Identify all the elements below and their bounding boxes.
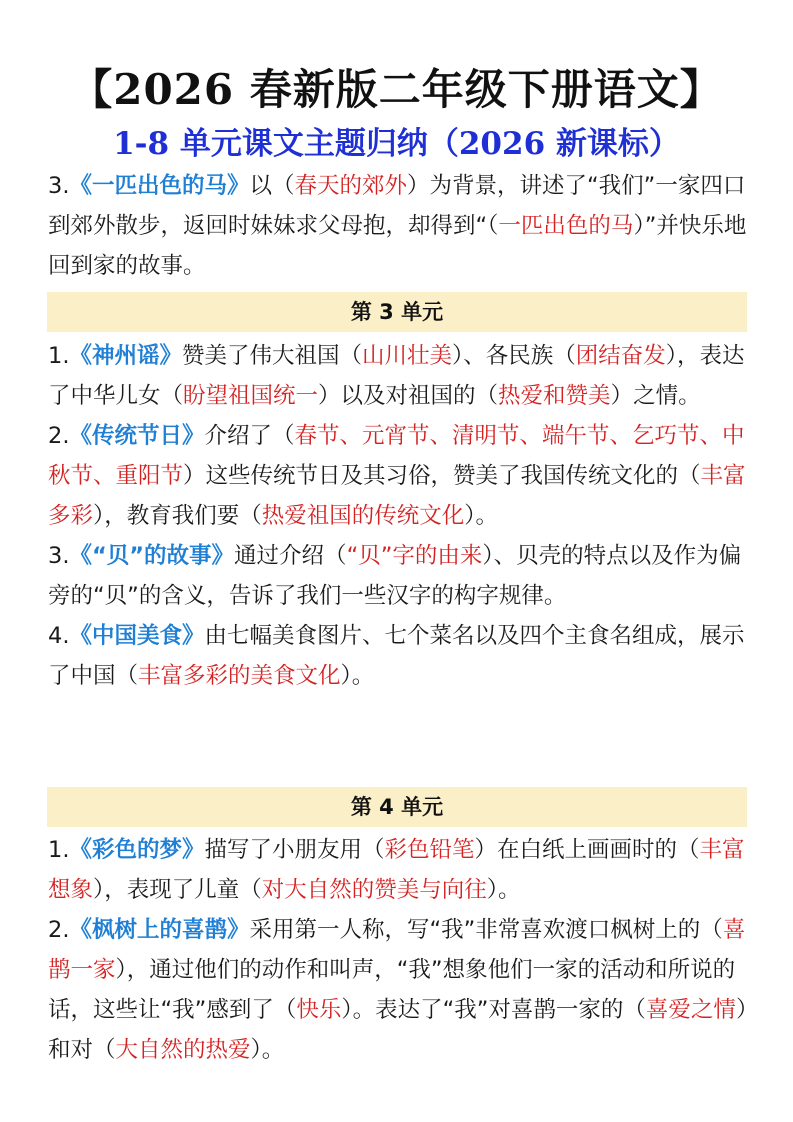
item-number: 1.	[48, 837, 70, 863]
lesson-title: 《“贝”的故事》	[69, 543, 235, 569]
lesson-title: 《传统节日》	[69, 423, 205, 449]
item-text: ）。	[464, 503, 499, 529]
item-number: 4.	[48, 623, 70, 649]
item-text: 通过介绍（	[234, 543, 347, 569]
item-text: ），通过他们的动作和叫声，“我”想象他们一家的活动和所说的话，这些让“我”感到了（	[48, 957, 736, 1023]
unit-3-items	[48, 336, 748, 696]
item-text: ）以及对祖国的（	[318, 383, 499, 409]
key-phrase: 春节、元宵节、清明节、端午节、乞巧节、中秋节、重阳节	[48, 423, 745, 489]
unit-heading: 第 4 单元	[47, 787, 747, 827]
key-phrase: “贝”字的由来	[346, 543, 483, 569]
lesson-title: 《枫树上的喜鹊》	[69, 917, 250, 943]
item-number: 1.	[48, 343, 70, 369]
key-phrase: 一匹出色的马	[498, 213, 634, 239]
key-phrase: 山川壮美	[362, 343, 453, 369]
key-phrase: 彩色铅笔	[384, 837, 475, 863]
key-phrase: 盼望祖国统一	[183, 383, 319, 409]
lesson-item	[48, 536, 748, 616]
item-text: ）和对（	[48, 997, 748, 1063]
key-phrase: 丰富多彩的美食文化	[138, 663, 341, 689]
item-text: ）在白纸上画画时的（	[474, 837, 700, 863]
key-phrase: 快乐	[296, 997, 342, 1023]
page-title: 【2026 春新版二年级下册语文】	[70, 65, 723, 114]
item-text: ）这些传统节日及其习俗，赞美了我国传统文化的（	[183, 463, 701, 489]
key-phrase: 春天的郊外	[294, 173, 408, 199]
item-text: ），教育我们要（	[93, 503, 262, 529]
unit-4-items	[48, 830, 748, 1070]
key-phrase: 热爱祖国的传统文化	[261, 503, 465, 529]
item-text: ）之情。	[610, 383, 701, 409]
lesson-item	[48, 416, 748, 536]
key-phrase: 喜鹊一家	[48, 917, 746, 983]
lesson-item	[48, 616, 748, 696]
lesson-title: 《一匹出色的马》	[69, 173, 250, 199]
item-text: ）。表达了“我”对喜鹊一家的（	[341, 997, 646, 1023]
item-text: ），表达了中华儿女（	[48, 343, 745, 409]
item-text: ），表现了儿童（	[93, 877, 262, 903]
item-text: 描写了小朋友用（	[204, 837, 385, 863]
lesson-item	[48, 830, 748, 910]
item-number: 3.	[48, 173, 70, 199]
item-number: 2.	[48, 423, 70, 449]
item-text: ）”并快乐地回到家的故事。	[48, 213, 747, 279]
lesson-item	[48, 910, 748, 1070]
item-text: ）、贝壳的特点以及作为偏旁的“贝”的含义，告诉了我们一些汉字的构字规律。	[48, 543, 742, 609]
item-number: 3.	[48, 543, 70, 569]
item-text: ）。	[486, 877, 521, 903]
unit-2-continued	[48, 166, 748, 286]
item-text: 采用第一人称，写“我”非常喜欢渡口枫树上的（	[249, 917, 723, 943]
lesson-title: 《神州谣》	[69, 343, 182, 369]
item-text: ）、各民族（	[452, 343, 576, 369]
item-text: ）。	[250, 1037, 285, 1063]
item-text: ）。	[340, 663, 375, 689]
lesson-item	[48, 336, 748, 416]
item-text: 以（	[249, 173, 295, 199]
item-text: 赞美了伟大祖国（	[181, 343, 362, 369]
key-phrase: 热爱和赞美	[498, 383, 611, 409]
lesson-item	[48, 166, 748, 286]
item-number: 2.	[48, 917, 70, 943]
key-phrase: 丰富多彩	[48, 463, 746, 529]
item-text: ）为背景，讲述了“我们”一家四口到郊外散步，返回时妹妹求父母抱，却得到“（	[48, 173, 746, 239]
lesson-title: 《彩色的梦》	[69, 837, 205, 863]
key-phrase: 大自然的热爱	[115, 1037, 251, 1063]
lesson-title: 《中国美食》	[69, 623, 205, 649]
key-phrase: 团结奋发	[575, 343, 666, 369]
item-text: 由七幅美食图片、七个菜名以及四个主食名组成，展示了中国（	[48, 623, 745, 689]
page-subtitle: 1-8 单元课文主题归纳（2026 新课标）	[113, 126, 680, 162]
item-text: 介绍了（	[204, 423, 295, 449]
key-phrase: 对大自然的赞美与向往	[261, 877, 487, 903]
unit-heading: 第 3 单元	[47, 292, 747, 332]
key-phrase: 喜爱之情	[645, 997, 736, 1023]
key-phrase: 丰富想象	[48, 837, 745, 903]
